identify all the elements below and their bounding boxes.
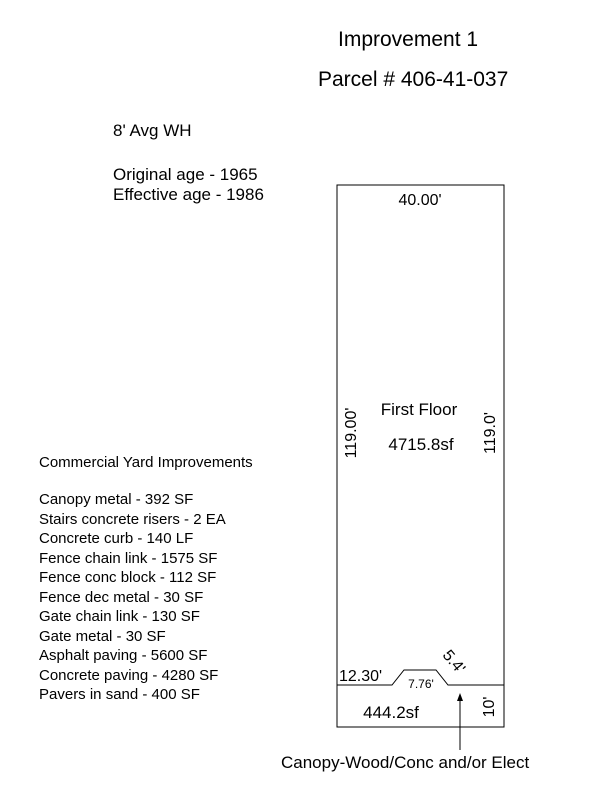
yard-item: Asphalt paving - 5600 SF bbox=[39, 647, 208, 664]
yard-item: Concrete paving - 4280 SF bbox=[39, 666, 219, 684]
yard-item: Stairs concrete risers - 2 EA bbox=[39, 510, 226, 528]
canopy-area-label: 444.2sf bbox=[363, 703, 419, 722]
canopy-description-label: Canopy-Wood/Conc and/or Elect bbox=[281, 753, 530, 772]
yard-item: Canopy metal - 392 SF bbox=[39, 491, 194, 508]
building-outline bbox=[337, 185, 504, 727]
parcel-number: Parcel # 406-41-037 bbox=[318, 68, 509, 91]
top-dimension-label: 40.00' bbox=[398, 192, 442, 209]
right-dimension-label: 119.0' bbox=[482, 412, 499, 454]
notch-dimension: 7.76' bbox=[408, 677, 434, 691]
first-floor-area: 4715.8sf bbox=[388, 435, 454, 454]
wall-height-note: 8' Avg WH bbox=[113, 121, 192, 140]
left-segment-dimension: 12.30' bbox=[339, 668, 383, 685]
original-age-note: Original age - 1965 bbox=[113, 165, 258, 184]
yard-item: Fence conc block - 112 SF bbox=[39, 569, 217, 586]
yard-item: Fence chain link - 1575 SF bbox=[39, 549, 218, 567]
yard-item: Concrete curb - 140 LF bbox=[39, 530, 194, 547]
effective-age-note: Effective age - 1986 bbox=[113, 185, 264, 204]
yard-item: Fence dec metal - 30 SF bbox=[39, 588, 204, 606]
first-floor-label: First Floor bbox=[380, 400, 458, 419]
canopy-leader-arrowhead bbox=[457, 693, 463, 701]
yard-item: Gate chain link - 130 SF bbox=[39, 608, 200, 625]
canopy-depth-dimension: 10' bbox=[481, 696, 498, 718]
left-dimension-label: 119.00' bbox=[343, 407, 360, 459]
yard-item: Gate metal - 30 SF bbox=[39, 627, 166, 645]
improvement-title: Improvement 1 bbox=[338, 28, 479, 51]
diagonal-dimension: 5.4' bbox=[438, 646, 469, 678]
yard-improvements-heading: Commercial Yard Improvements bbox=[39, 454, 253, 471]
yard-item: Pavers in sand - 400 SF bbox=[39, 686, 200, 703]
